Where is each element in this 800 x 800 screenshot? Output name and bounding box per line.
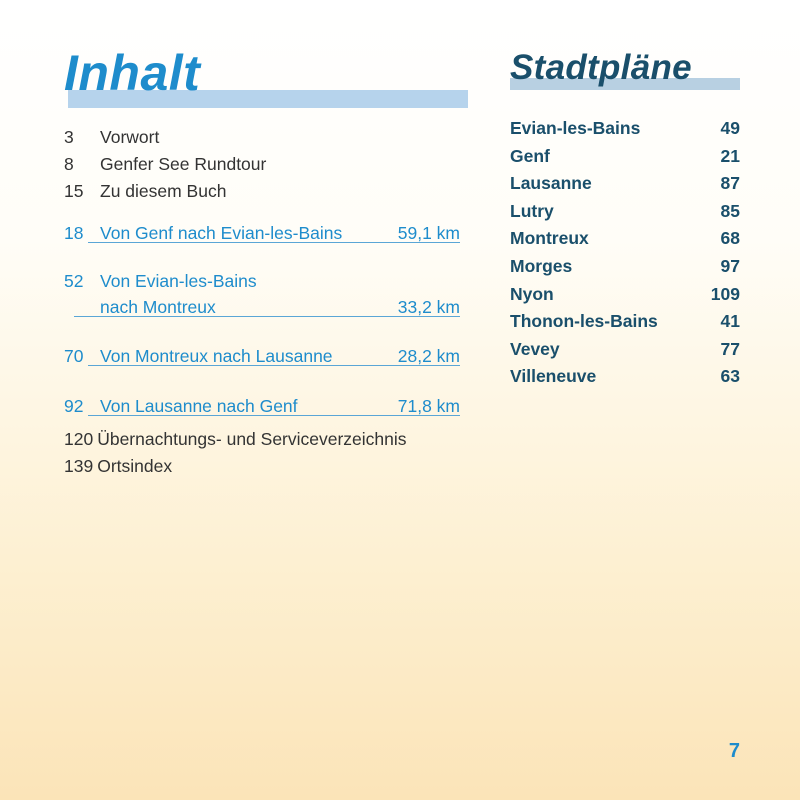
toc-entry-title: Ortsindex xyxy=(97,456,173,476)
route-distance: 59,1 km xyxy=(397,223,460,243)
route-geneva-evian[interactable] xyxy=(64,220,460,246)
toc-entry-title: Übernachtungs- und Serviceverzeichnis xyxy=(97,429,407,449)
city-name: Nyon xyxy=(510,283,554,304)
route-row xyxy=(64,268,460,294)
route-page: 92 xyxy=(64,396,84,416)
city-map-item[interactable] xyxy=(510,253,740,281)
city-page: 109 xyxy=(710,283,740,304)
city-name: Lausanne xyxy=(510,173,592,194)
route-distance: 28,2 km xyxy=(397,346,460,366)
city-name: Montreux xyxy=(510,228,589,249)
route-underline xyxy=(88,242,460,243)
toc-entry-about-book[interactable] xyxy=(64,178,226,204)
city-map-item[interactable] xyxy=(510,336,740,364)
toc-entry-page: 8 xyxy=(64,154,74,174)
route-page: 70 xyxy=(64,346,84,366)
city-name: Vevey xyxy=(510,338,560,359)
toc-entry-page: 120 xyxy=(64,429,94,449)
route-title-line-1: Von Evian-les-Bains xyxy=(100,271,257,291)
city-page: 77 xyxy=(720,338,740,359)
route-title: Von Lausanne nach Genf xyxy=(100,396,298,416)
toc-entry-services-directory[interactable] xyxy=(64,426,407,452)
route-lausanne-geneva[interactable] xyxy=(64,393,460,419)
toc-entry-title: Vorwort xyxy=(100,127,160,147)
city-page: 21 xyxy=(720,145,740,166)
city-page: 41 xyxy=(720,311,740,332)
toc-entry-place-index[interactable] xyxy=(64,453,172,479)
city-page: 49 xyxy=(720,118,740,138)
city-name: Evian-les-Bains xyxy=(510,118,641,138)
city-page: 68 xyxy=(720,228,740,249)
city-maps-heading-text: Stadtpläne xyxy=(510,48,692,87)
toc-entry-page: 3 xyxy=(64,127,74,147)
route-underline xyxy=(74,316,460,317)
city-map-item[interactable] xyxy=(510,308,740,336)
route-underline xyxy=(88,365,460,366)
city-map-item[interactable] xyxy=(510,198,740,226)
city-page: 97 xyxy=(720,255,740,276)
page-number: 7 xyxy=(728,740,740,762)
city-map-item[interactable] xyxy=(510,115,740,143)
city-page: 87 xyxy=(720,173,740,194)
city-name: Genf xyxy=(510,145,550,166)
route-underline xyxy=(88,415,460,416)
toc-entry-title: Genfer See Rundtour xyxy=(100,154,267,174)
toc-entry-foreword[interactable] xyxy=(64,124,159,150)
toc-entry-round-tour[interactable] xyxy=(64,151,266,177)
city-map-item[interactable] xyxy=(510,281,740,309)
city-name: Lutry xyxy=(510,200,554,221)
city-page: 85 xyxy=(720,200,740,221)
city-page: 63 xyxy=(720,366,740,387)
city-name: Villeneuve xyxy=(510,366,597,387)
route-title: Von Genf nach Evian-les-Bains xyxy=(100,223,343,243)
route-montreux-lausanne[interactable] xyxy=(64,343,460,369)
city-name: Morges xyxy=(510,255,573,276)
route-title: Von Montreux nach Lausanne xyxy=(100,346,333,366)
city-name: Thonon-les-Bains xyxy=(510,311,658,332)
city-map-item[interactable] xyxy=(510,225,740,253)
route-page: 18 xyxy=(64,223,84,243)
city-maps-heading xyxy=(510,50,692,85)
route-title-line-2: nach Montreux xyxy=(100,297,216,317)
route-distance: 71,8 km xyxy=(397,396,460,416)
city-maps-list xyxy=(510,115,740,391)
toc-entry-page: 15 xyxy=(64,181,84,201)
city-map-item[interactable] xyxy=(510,143,740,171)
route-page: 52 xyxy=(64,271,84,291)
city-map-item[interactable] xyxy=(510,170,740,198)
city-map-item[interactable] xyxy=(510,363,740,391)
toc-heading xyxy=(64,45,201,101)
route-evian-montreux[interactable] xyxy=(64,268,460,320)
toc-entry-page: 139 xyxy=(64,456,94,476)
route-distance: 33,2 km xyxy=(397,297,460,317)
toc-entry-title: Zu diesem Buch xyxy=(100,181,227,201)
toc-heading-text: Inhalt xyxy=(64,45,201,101)
